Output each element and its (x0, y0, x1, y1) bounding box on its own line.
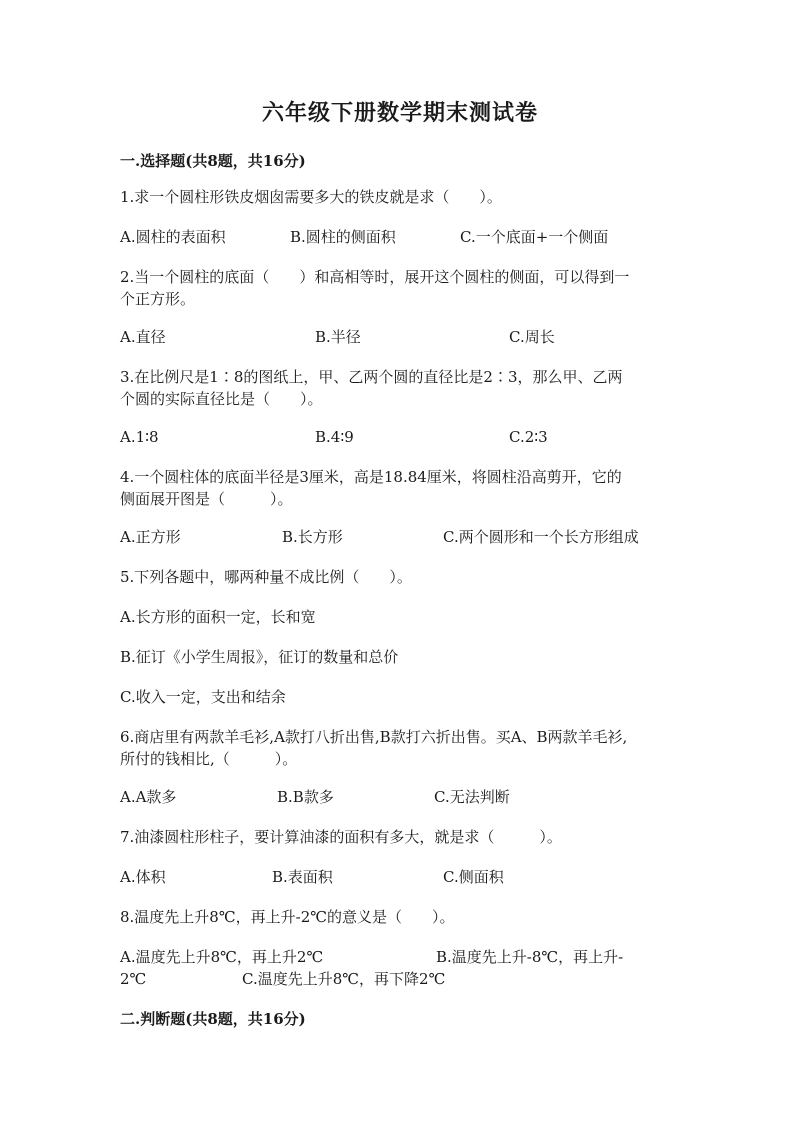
question-2-option-c: C.周长 (509, 328, 555, 346)
question-1 (120, 186, 680, 208)
question-3-line-2: 个圆的实际直径比是（ ）。 (120, 390, 323, 408)
section-heading-judge: 二.判断题(共8题，共16分) (120, 1010, 306, 1028)
question-4-option-b: B.长方形 (282, 528, 343, 546)
question-8-option-b-continued: 2℃ (120, 970, 147, 988)
question-2-line-2: 个正方形。 (120, 290, 196, 308)
question-5-option-c: C.收入一定，支出和结余 (120, 688, 286, 706)
question-2-line-1: 2.当一个圆柱的底面（ ）和高相等时，展开这个圆柱的侧面，可以得到一 (120, 268, 630, 286)
question-4 (120, 466, 680, 510)
question-8-line-1: 8.温度先上升8℃，再上升-2℃的意义是（ ）。 (120, 908, 455, 926)
question-6-line-2: 所付的钱相比,（ ）。 (120, 750, 298, 768)
question-7 (120, 826, 680, 848)
question-3-option-c: C.2∶3 (509, 428, 548, 446)
question-5-line-1: 5.下列各题中，哪两种量不成比例（ ）。 (120, 568, 412, 586)
question-6-option-b: B.B款多 (277, 788, 334, 806)
question-6-option-a: A.A款多 (120, 788, 177, 806)
question-5-option-a: A.长方形的面积一定，长和宽 (120, 608, 316, 626)
question-1-option-b: B.圆柱的侧面积 (290, 228, 396, 246)
question-7-option-c: C.侧面积 (443, 868, 504, 886)
page-title: 六年级下册数学期末测试卷 (261, 100, 538, 126)
question-7-option-a: A.体积 (120, 868, 166, 886)
question-1-line-1: 1.求一个圆柱形铁皮烟囱需要多大的铁皮就是求（ ）。 (120, 188, 502, 206)
question-8-option-a: A.温度先上升8℃，再上升2℃ (120, 948, 324, 966)
question-4-line-1: 4.一个圆柱体的底面半径是3厘米，高是18.84厘米，将圆柱沿高剪开，它的 (120, 468, 622, 486)
question-2 (120, 266, 680, 310)
question-3-option-a: A.1∶8 (120, 428, 159, 446)
question-8-option-b: B.温度先上升-8℃，再上升- (436, 948, 624, 966)
question-2-option-b: B.半径 (315, 328, 361, 346)
question-1-option-c: C.一个底面+一个侧面 (460, 228, 609, 246)
question-7-line-1: 7.油漆圆柱形柱子，要计算油漆的面积有多大，就是求（ ）。 (120, 828, 562, 846)
question-6-line-1: 6.商店里有两款羊毛衫,A款打八折出售,B款打六折出售。买A、B两款羊毛衫, (120, 728, 628, 746)
question-7-option-b: B.表面积 (272, 868, 333, 886)
question-8 (120, 906, 680, 928)
question-5-option-b: B.征订《小学生周报》，征订的数量和总价 (120, 648, 399, 666)
question-8-option-c: C.温度先上升8℃，再下降2℃ (242, 970, 446, 988)
question-4-option-a: A.正方形 (120, 528, 181, 546)
question-3 (120, 366, 680, 410)
question-6-option-c: C.无法判断 (434, 788, 510, 806)
section-heading-choice: 一.选择题(共8题，共16分) (120, 152, 306, 170)
question-3-option-b: B.4∶9 (315, 428, 354, 446)
question-3-line-1: 3.在比例尺是1∶8的图纸上，甲、乙两个圆的直径比是2∶3，那么甲、乙两 (120, 368, 623, 386)
question-6 (120, 726, 680, 770)
question-5 (120, 566, 680, 588)
question-2-option-a: A.直径 (120, 328, 166, 346)
question-4-line-2: 侧面展开图是（ ）。 (120, 490, 293, 508)
question-4-option-c: C.两个圆形和一个长方形组成 (443, 528, 639, 546)
question-1-option-a: A.圆柱的表面积 (120, 228, 226, 246)
